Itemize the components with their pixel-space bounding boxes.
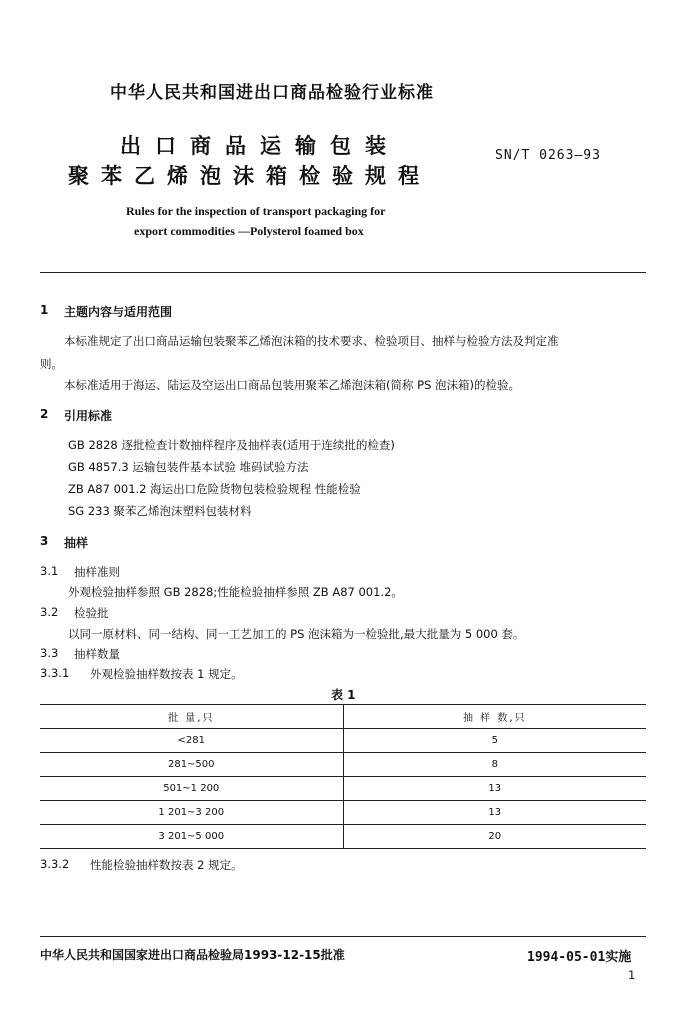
column-header-lot-size: 批 量,只: [40, 705, 343, 729]
section-3-title: 抽样: [64, 536, 89, 550]
table-row: [40, 729, 646, 753]
sample-size-cell: 20: [343, 825, 646, 849]
section-1-para-2: 本标准适用于海运、陆运及空运出口商品包装用聚苯乙烯泡沫箱(简称 PS 泡沫箱)的检验。: [64, 378, 521, 392]
lot-size-cell: <281: [40, 729, 343, 753]
sample-size-cell: 13: [343, 777, 646, 801]
reference-item: ZB A87 001.2 海运出口危险货物包装检验规程 性能检验: [68, 482, 361, 496]
section-3-1-title: 抽样准则: [74, 565, 120, 579]
table-row: [40, 825, 646, 849]
section-3-3-1-text: 外观检验抽样数按表 1 规定。: [90, 667, 243, 681]
section-1-number: 1: [40, 303, 49, 317]
lot-size-cell: 501~1 200: [40, 777, 343, 801]
lot-size-cell: 281~500: [40, 753, 343, 777]
title-line-1: 出口商品运输包装: [120, 134, 400, 158]
sample-size-cell: 5: [343, 729, 646, 753]
reference-item: GB 2828 逐批检查计数抽样程序及抽样表(适用于连续批的检查): [68, 438, 395, 452]
english-title-line-2: export commodities —Polysterol foamed box: [134, 224, 364, 238]
section-3-3-2-number: 3.3.2: [40, 857, 70, 871]
page-number: 1: [628, 968, 636, 982]
standard-code: SN/T 0263—93: [495, 148, 601, 163]
section-3-number: 3: [40, 534, 49, 548]
section-3-3-1-number: 3.3.1: [40, 666, 70, 680]
section-1-title: 主题内容与适用范围: [64, 305, 173, 319]
section-2-title: 引用标准: [64, 409, 113, 423]
title-line-2: 聚苯乙烯泡沫箱检验规程: [68, 164, 431, 188]
section-1-para-1-cont: 则。: [40, 357, 63, 371]
section-3-2-number: 3.2: [40, 605, 59, 619]
section-3-2-title: 检验批: [74, 606, 109, 620]
header-rule: [40, 272, 646, 273]
section-3-3-2-text: 性能检验抽样数按表 2 规定。: [90, 858, 243, 872]
section-3-1-number: 3.1: [40, 564, 59, 578]
table-1-caption: 表 1: [331, 688, 356, 702]
reference-item: GB 4857.3 运输包装件基本试验 堆码试验方法: [68, 460, 309, 474]
table-row: [40, 777, 646, 801]
section-3-3-title: 抽样数量: [74, 647, 120, 661]
section-1-para-1: 本标准规定了出口商品运输包装聚苯乙烯泡沫箱的技术要求、检验项目、抽样与检验方法及判定准: [64, 334, 559, 348]
section-3-2-text: 以同一原材料、同一结构、同一工艺加工的 PS 泡沫箱为一检验批,最大批量为 5 000 套。: [68, 627, 525, 641]
section-2-number: 2: [40, 407, 49, 421]
sample-size-cell: 13: [343, 801, 646, 825]
english-title-line-1: Rules for the inspection of transport packaging for: [126, 204, 386, 218]
lot-size-cell: 1 201~3 200: [40, 801, 343, 825]
lot-size-cell: 3 201~5 000: [40, 825, 343, 849]
footer-rule: [40, 936, 646, 937]
section-3-3-number: 3.3: [40, 646, 59, 660]
table-header-row: [40, 705, 646, 729]
column-header-sample-size: 抽 样 数,只: [343, 705, 646, 729]
sample-size-cell: 8: [343, 753, 646, 777]
approval-line: 中华人民共和国国家进出口商品检验局1993-12-15批准: [40, 948, 345, 962]
table-row: [40, 801, 646, 825]
sampling-table: [40, 704, 646, 849]
table-row: [40, 753, 646, 777]
reference-item: SG 233 聚苯乙烯泡沫塑料包装材料: [68, 504, 252, 518]
issuing-authority: 中华人民共和国进出口商品检验行业标准: [110, 83, 434, 103]
effective-date: 1994-05-01实施: [527, 950, 632, 965]
section-3-1-text: 外观检验抽样参照 GB 2828;性能检验抽样参照 ZB A87 001.2。: [68, 585, 403, 599]
